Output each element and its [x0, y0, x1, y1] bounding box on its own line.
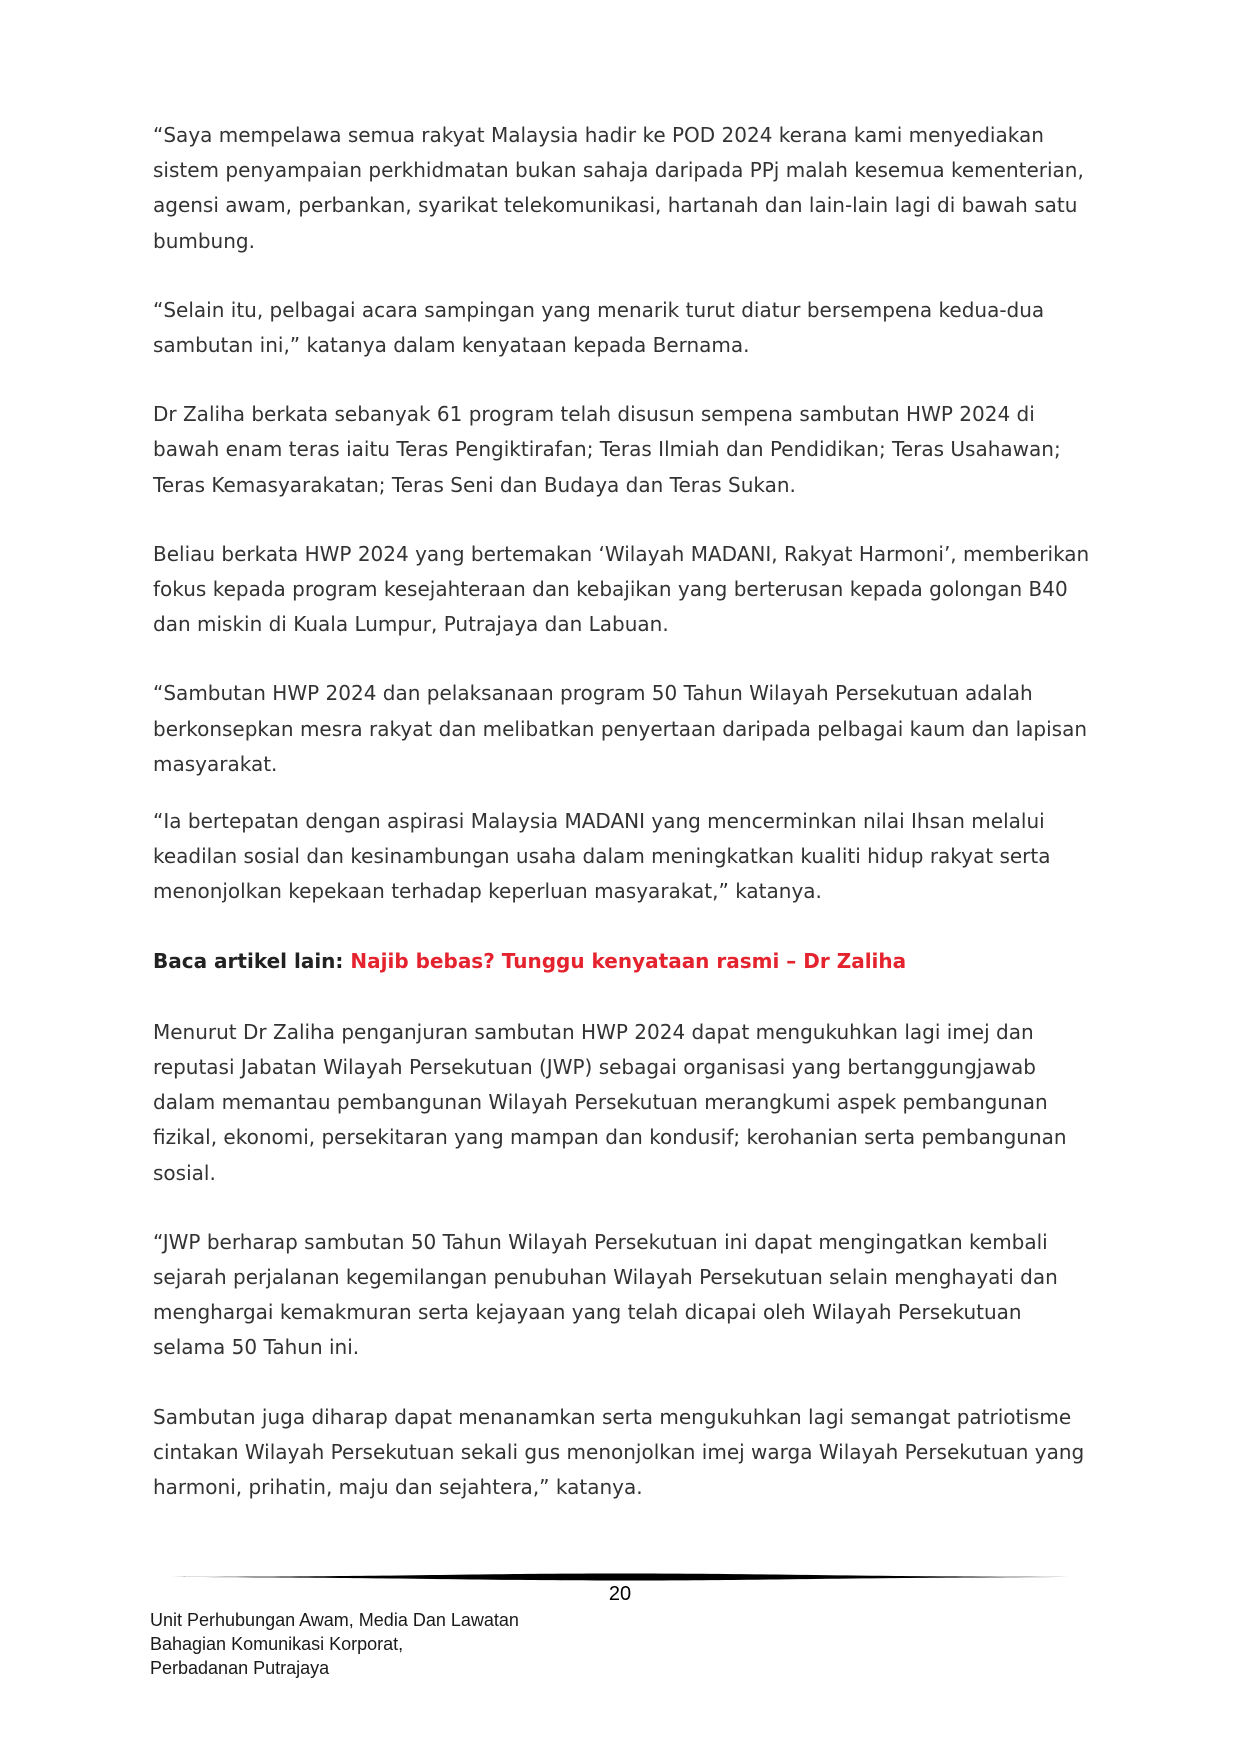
article-paragraph: Dr Zaliha berkata sebanyak 61 program telah disusun sempena sambutan HWP 2024 di bawah enam teras iaitu Teras Pengiktirafan; Teras Ilmiah dan Pendidikan; Teras Usahawan; Teras Kemasyarakatan; Teras Seni dan Budaya dan Teras Sukan.	[153, 402, 1061, 497]
read-more-link[interactable]: Najib bebas? Tunggu kenyataan rasmi – Dr Zaliha	[350, 948, 907, 973]
article-paragraph: “Saya mempelawa semua rakyat Malaysia hadir ke POD 2024 kerana kami menyediakan sistem penyampaian perkhidmatan bukan sahaja daripada PPj malah kesemua kementerian, agensi awam, perbankan, syarikat telekomunikasi, hartanah dan lain-lain lagi di bawah satu bumbung.	[153, 123, 1084, 253]
footer-organization	[150, 1608, 519, 1680]
article-paragraph: “Sambutan HWP 2024 dan pelaksanaan program 50 Tahun Wilayah Persekutuan adalah berkonsepkan mesra rakyat dan melibatkan penyertaan daripada pelbagai kaum dan lapisan masyarakat.	[153, 681, 1088, 776]
footer-divider	[172, 1573, 1069, 1581]
article-paragraph: Beliau berkata HWP 2024 yang bertemakan ‘Wilayah MADANI, Rakyat Harmoni’, memberikan fokus kepada program kesejahteraan dan kebajikan yang berterusan kepada golongan B40 dan miskin di Kuala Lumpur, Putrajaya dan Labuan.	[153, 541, 1090, 637]
article-body	[153, 118, 1093, 1539]
read-more-label: Baca artikel lain:	[153, 948, 351, 973]
article-paragraph: “Selain itu, pelbagai acara sampingan yang menarik turut diatur bersempena kedua-dua sambutan ini,” katanya dalam kenyataan kepada Bernama.	[153, 297, 1045, 358]
article-paragraph: Sambutan juga diharap dapat menanamkan serta mengukuhkan lagi semangat patriotisme cintakan Wilayah Persekutuan sekali gus menonjolkan imej warga Wilayah Persekutuan yang harmoni, prihatin, maju dan sejahtera,” katanya.	[153, 1404, 1085, 1500]
article-paragraph: Menurut Dr Zaliha penganjuran sambutan HWP 2024 dapat mengukuhkan lagi imej dan reputasi Jabatan Wilayah Persekutuan (JWP) sebagai organisasi yang bertanggungjawab dalam memantau pembangunan Wilayah Persekutuan merangkumi aspek pembangunan fizikal, ekonomi, persekitaran yang mampan dan kondusif; kerohanian serta pembangunan sosial.	[153, 1019, 1067, 1185]
footer-org-line: Bahagian Komunikasi Korporat,	[150, 1634, 404, 1654]
footer-org-line: Unit Perhubungan Awam, Media Dan Lawatan	[150, 1610, 519, 1630]
page-number: 20	[608, 1583, 632, 1605]
article-paragraph: “JWP berharap sambutan 50 Tahun Wilayah Persekutuan ini dapat mengingatkan kembali sejarah perjalanan kegemilangan penubuhan Wilayah Persekutuan selain menghayati dan menghargai kemakmuran serta kejayaan yang telah dicapai oleh Wilayah Persekutuan selama 50 Tahun ini.	[153, 1229, 1058, 1360]
footer-org-line: Perbadanan Putrajaya	[150, 1658, 330, 1678]
article-paragraph: “Ia bertepatan dengan aspirasi Malaysia MADANI yang mencerminkan nilai Ihsan melalui keadilan sosial dan kesinambungan usaha dalam meningkatkan kualiti hidup rakyat serta menonjolkan kepekaan terhadap keperluan masyarakat,” katanya.	[153, 809, 1051, 904]
read-more	[153, 944, 1093, 979]
